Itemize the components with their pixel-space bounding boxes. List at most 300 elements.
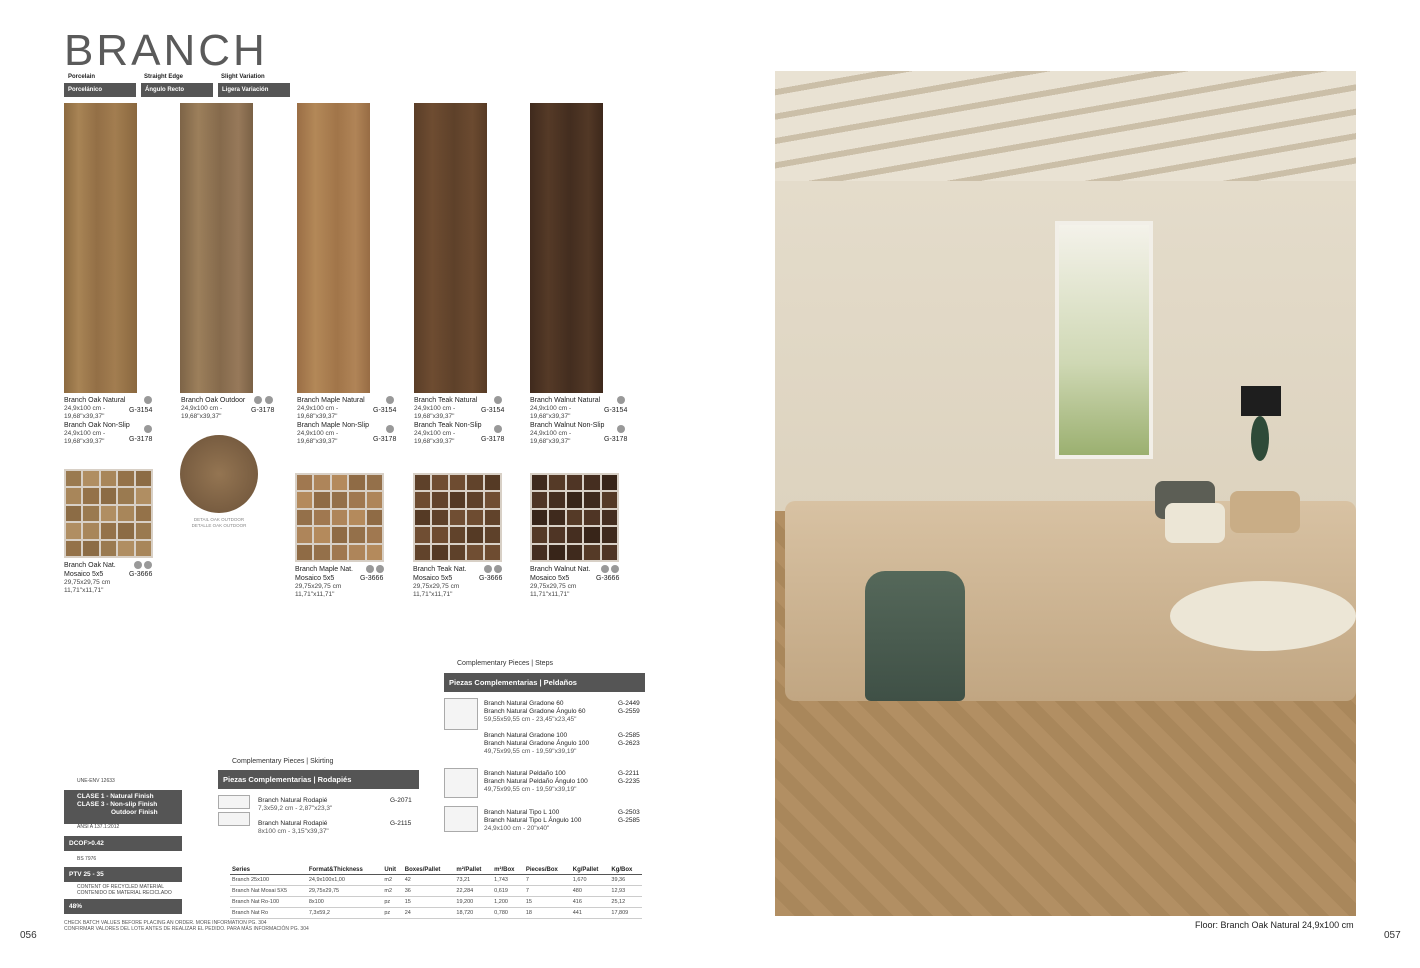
product-name: Branch Oak Nat. [64,562,116,569]
mosaic-cell [532,545,547,560]
mosaic-cell [485,545,500,560]
product-code-b: G-3178 [373,436,397,443]
product-dim-inch: 11,71"x11,71" [413,591,453,598]
mosaic-cell [66,541,81,556]
product-dim: 24,9x100 cm - [64,405,106,412]
mosaic-cell [567,475,582,490]
footer-note-es: CONFIRMAR VALORES DEL LOTE ANTES DE REALIZAR EL PEDIDO. PARA MÁS INFORMACIÓN PG. 304 [64,926,309,932]
product-code: G-3154 [373,407,397,414]
skirting-2-text [258,820,329,836]
product-name: Branch Teak Natural [414,397,478,404]
cell: pz [382,897,402,908]
clase3b-text: Outdoor Finish [111,809,158,816]
product-dim-inch: 19,68"x39,37" [64,413,105,420]
cell: m2 [382,875,402,886]
cell: 0,619 [492,886,524,897]
mosaic-teak-swatch [413,473,502,562]
recycled-caption [77,884,172,896]
mosaic-cell [415,492,430,507]
mosaic-cell [349,527,364,542]
col-m2-box: m²/Box [492,866,524,875]
product-name-2: Mosaico 5x5 [64,571,104,578]
product-code-b: G-3178 [481,436,505,443]
mosaic-cell [467,545,482,560]
step-tipol-diagram [444,806,478,832]
cell: 441 [571,908,610,919]
mosaic-cell [602,527,617,542]
plank-maple-label [297,396,377,446]
product-code: G-3666 [360,575,384,582]
table-row [230,886,642,897]
recycled-en: CONTENT OF RECYCLED MATERIAL [77,884,165,890]
mosaic-cell [532,475,547,490]
mosaic-cell [349,475,364,490]
cell: 480 [571,886,610,897]
item-line1: Branch Natural Peldaño 100 [484,770,566,777]
item-dim: 8x100 cm - 3,15"x39,37" [258,828,329,835]
cell: 18 [524,908,571,919]
step-peldano-diagram [444,768,478,798]
mosaic-cell [549,527,564,542]
step-gradone60-diagram [444,698,478,730]
product-name: Branch Teak Nat. [413,566,467,573]
product-name: Branch Maple Nat. [295,566,353,573]
mosaic-cell [367,492,382,507]
non-slip-icon [144,425,152,433]
table-row [230,908,642,919]
step-tipol-codes [618,809,640,825]
product-dim: 24,9x100 cm - [530,405,572,412]
outdoor-icon [254,396,262,404]
lamp-shade [1241,386,1281,416]
col-format: Format&Thickness [307,866,383,875]
steps-bar: Piezas Complementarias | Peldaños [444,673,645,692]
product-dim-inch: 19,68"x39,37" [530,413,571,420]
product-dim-inch-b: 19,68"x39,37" [530,438,571,445]
cell: 29,75x29,75 [307,886,383,897]
outdoor-detail-swatch [180,435,258,513]
cell: 12,93 [609,886,642,897]
mosaic-cell [332,475,347,490]
cell: 8x100 [307,897,383,908]
clase3-text: CLASE 3 - Non-slip Finish [77,801,158,808]
product-code: G-3154 [604,407,628,414]
recycled-box: 48% [64,899,182,914]
mosaic-cell [297,492,312,507]
product-dim-b: 24,9x100 cm - [530,430,572,437]
col-kg-pallet: Kg/Pallet [571,866,610,875]
mosaic-cell [136,523,151,538]
mosaic-cell [485,510,500,525]
product-dim: 29,75x29,75 cm [295,583,342,590]
mosaic-cell [332,510,347,525]
step-peldano-codes [618,770,640,786]
product-dim-b: 24,9x100 cm - [414,430,456,437]
cell: 7,3x59,2 [307,908,383,919]
mosaic-cell [349,545,364,560]
product-dim-inch-b: 19,68"x39,37" [297,438,338,445]
non-slip-icon [494,396,502,404]
mosaic-cell [602,510,617,525]
product-dim-inch-b: 19,68"x39,37" [414,438,455,445]
skirting-2-diagram [218,812,250,826]
product-code: G-3154 [481,407,505,414]
product-dim-inch: 19,68"x39,37" [414,413,455,420]
item-line1: Branch Natural Tipo L 100 [484,809,560,816]
clase-box [64,790,182,824]
footer-note-en: CHECK BATCH VALUES BEFORE PLACING AN ORDER. MORE INFORMATION PG. 304 [64,920,267,926]
mosaic-cell [66,506,81,521]
window [1055,221,1153,459]
cell: Branch Nat Ro-100 [230,897,307,908]
product-dim: 29,75x29,75 cm [413,583,460,590]
mosaic-cell [549,475,564,490]
item-line2: Branch Natural Peldaño Ángulo 100 [484,778,588,785]
mosaic-cell [450,510,465,525]
mosaic-cell [602,475,617,490]
product-name-b: Branch Teak Non-Slip [414,422,482,429]
mosaic-cell [297,527,312,542]
product-code: G-3154 [129,407,153,414]
col-unit: Unit [382,866,402,875]
mosaic-cell [432,492,447,507]
product-dim-inch: 11,71"x11,71" [295,591,335,598]
non-slip-icon [366,565,374,573]
cell: m2 [382,886,402,897]
footer-notes [64,920,309,932]
mosaic-cell [602,492,617,507]
cell: 1,670 [571,875,610,886]
col-m2-pallet: m²/Pallet [454,866,492,875]
mosaic-cell [432,527,447,542]
cell: 19,200 [454,897,492,908]
attr-variation-es: Ligera Variación [218,83,290,97]
non-slip-icon [134,561,142,569]
plank-walnut-natural-swatch [530,103,603,393]
mosaic-cell [136,541,151,556]
code-1: G-2585 [618,732,640,739]
skirting-1-diagram [218,795,250,809]
plank-oak-natural-swatch [64,103,137,393]
mosaic-cell [467,475,482,490]
product-dim-inch: 19,68"x39,37" [181,413,222,420]
item-line2: Branch Natural Tipo L Ángulo 100 [484,817,582,824]
mosaic-cell [66,523,81,538]
mosaic-cell [367,510,382,525]
mosaic-cell [136,488,151,503]
item-dim: 59,55x59,55 cm - 23,45"x23,45" [484,716,577,723]
mosaic-cell [432,510,447,525]
table-row [230,875,642,886]
mosaic-cell [101,488,116,503]
mosaic-cell [332,492,347,507]
non-slip-icon [386,396,394,404]
clase1-text: CLASE 1 - Natural Finish [77,793,154,800]
mosaic-cell [584,492,599,507]
code-2: G-2235 [618,778,640,785]
mosaic-cell [567,492,582,507]
product-code: G-3178 [251,407,275,414]
outdoor-icon [494,565,502,573]
item-line1: Branch Natural Gradone 60 [484,700,564,707]
mosaic-cell [314,475,329,490]
cell: pz [382,908,402,919]
mosaic-cell [118,488,133,503]
step-gradone60-codes [618,700,640,716]
non-slip-icon [265,396,273,404]
mosaic-cell [467,492,482,507]
mosaic-cell [83,471,98,486]
item-line1: Branch Natural Rodapié [258,797,328,804]
mosaic-cell [467,510,482,525]
cell: 25,12 [609,897,642,908]
mosaic-cell [467,527,482,542]
product-name: Branch Maple Natural [297,397,365,404]
mosaic-cell [450,475,465,490]
cell: 73,21 [454,875,492,886]
mosaic-cell [101,523,116,538]
code-2: G-2585 [618,817,640,824]
cushion-beige [1230,491,1300,533]
mosaic-cell [567,527,582,542]
mosaic-cell [101,471,116,486]
product-name-2: Mosaico 5x5 [530,575,570,582]
steps-heading: Complementary Pieces | Steps [457,660,553,667]
code-1: G-2211 [618,770,640,777]
non-slip-icon [617,425,625,433]
product-code-b: G-3178 [604,436,628,443]
cell: 0,780 [492,908,524,919]
plank-teak-natural-swatch [414,103,487,393]
product-name-b: Branch Oak Non-Slip [64,422,130,429]
item-dim: 49,75x99,55 cm - 19,59"x39,19" [484,786,577,793]
norm-une: UNE-ENV 12633 [77,778,115,784]
mosaic-cell [584,475,599,490]
product-name: Branch Oak Outdoor [181,397,246,404]
step-peldano-text [484,770,588,794]
mosaic-cell [415,510,430,525]
product-code: G-3666 [479,575,503,582]
recycled-es: CONTENIDO DE MATERIAL RECICLADO [77,890,172,896]
cell: Branch Nat Mosai 5X5 [230,886,307,897]
skirting-heading: Complementary Pieces | Skirting [232,758,334,765]
item-line1: Branch Natural Gradone 100 [484,732,568,739]
mosaic-cell [349,510,364,525]
product-code: G-3666 [129,571,153,578]
mosaic-cell [297,510,312,525]
cell: 17,809 [609,908,642,919]
cell: 7 [524,886,571,897]
mosaic-cell [367,527,382,542]
product-dim: 29,75x29,75 cm [530,583,577,590]
cell: 36 [403,886,455,897]
step-gradone60-text [484,700,586,724]
mosaic-cell [83,506,98,521]
outdoor-icon [144,561,152,569]
mosaic-walnut-swatch [530,473,619,562]
skirting-1-code: G-2071 [390,797,412,804]
throw-blanket [865,571,965,701]
mosaic-cell [450,545,465,560]
cell: Branch Nat Ro [230,908,307,919]
mosaic-cell [349,492,364,507]
mosaic-cell [602,545,617,560]
item-dim: 24,9x100 cm - 20"x40" [484,825,550,832]
lamp-base [1251,416,1269,461]
non-slip-icon [386,425,394,433]
coffee-table [1170,581,1356,651]
outdoor-icon [376,565,384,573]
product-name-b: Branch Walnut Non-Slip [530,422,605,429]
page-title: BRANCH [64,26,268,75]
cell: 39,36 [609,875,642,886]
mosaic-cell [567,545,582,560]
non-slip-icon [494,425,502,433]
product-name: Branch Walnut Nat. [530,566,591,573]
non-slip-icon [484,565,492,573]
mosaic-cell [567,510,582,525]
mosaic-cell [549,545,564,560]
mosaic-cell [532,527,547,542]
code-1: G-2503 [618,809,640,816]
mosaic-cell [485,527,500,542]
cell: 24,9x100x1,00 [307,875,383,886]
mosaic-cell [432,545,447,560]
product-dim-inch: 19,68"x39,37" [297,413,338,420]
col-series: Series [230,866,307,875]
skirting-1-text [258,797,332,813]
page-number-left: 056 [20,930,37,941]
cell: 1,200 [492,897,524,908]
mosaic-cell [118,506,133,521]
mosaic-cell [314,510,329,525]
mosaic-cell [549,510,564,525]
outdoor-icon [611,565,619,573]
attr-variation-en: Slight Variation [221,74,265,80]
product-code: G-3666 [596,575,620,582]
product-dim-b: 24,9x100 cm - [64,430,106,437]
photo-caption: Floor: Branch Oak Natural 24,9x100 cm [1195,920,1354,930]
product-dim-inch: 11,71"x11,71" [64,587,104,594]
plank-oak-outdoor-label [181,396,253,421]
mosaic-cell [584,545,599,560]
mosaic-cell [118,523,133,538]
mosaic-cell [415,545,430,560]
norm-ansi: ANSI A 137.1:2012 [77,824,120,830]
mosaic-cell [332,527,347,542]
mosaic-cell [66,471,81,486]
col-boxes-pallet: Boxes/Pallet [403,866,455,875]
cell: 7 [524,875,571,886]
mosaic-cell [314,527,329,542]
mosaic-cell [101,541,116,556]
cell: 416 [571,897,610,908]
mosaic-cell [584,527,599,542]
mosaic-maple-swatch [295,473,384,562]
mosaic-cell [450,492,465,507]
cell: 15 [403,897,455,908]
mosaic-cell [314,545,329,560]
mosaic-cell [450,527,465,542]
product-name-2: Mosaico 5x5 [413,575,453,582]
room-photo [775,71,1356,916]
attr-porcelain-en: Porcelain [68,74,96,80]
product-dim-inch-b: 19,68"x39,37" [64,438,105,445]
product-dim: 24,9x100 cm - [181,405,223,412]
product-name: Branch Walnut Natural [530,397,601,404]
product-name-b: Branch Maple Non-Slip [297,422,369,429]
product-dim: 24,9x100 cm - [297,405,339,412]
mosaic-cell [532,492,547,507]
product-name: Branch Oak Natural [64,397,126,404]
item-line1: Branch Natural Rodapié [258,820,328,827]
skirting-bar: Piezas Complementarias | Rodapiés [218,770,419,789]
non-slip-icon [601,565,609,573]
cell: 42 [403,875,455,886]
attr-edge-en: Straight Edge [144,74,184,80]
outdoor-detail-caption [180,517,258,529]
mosaic-oak-swatch [64,469,153,558]
mosaic-cell [367,475,382,490]
product-dim: 24,9x100 cm - [414,405,456,412]
cell: 22,284 [454,886,492,897]
product-dim-inch: 11,71"x11,71" [530,591,570,598]
code-2: G-2559 [618,708,640,715]
mosaic-cell [367,545,382,560]
cell: 24 [403,908,455,919]
col-kg-box: Kg/Box [609,866,642,875]
product-code-b: G-3178 [129,436,153,443]
item-dim: 49,75x99,55 cm - 19,59"x39,19" [484,748,577,755]
mosaic-cell [485,475,500,490]
code-1: G-2449 [618,700,640,707]
plank-walnut-label [530,396,612,446]
mosaic-cell [136,506,151,521]
col-pieces-box: Pieces/Box [524,866,571,875]
ptv-box: PTV 25 - 35 [64,867,182,882]
mosaic-cell [549,492,564,507]
product-dim-b: 24,9x100 cm - [297,430,339,437]
step-tipol-text [484,809,581,833]
non-slip-icon [144,396,152,404]
cell: 15 [524,897,571,908]
mosaic-cell [584,510,599,525]
item-dim: 7,3x59,2 cm - 2,87"x23,3" [258,805,333,812]
mosaic-cell [532,510,547,525]
caption-en: DETAIL OAK OUTDOOR [193,517,245,522]
mosaic-cell [297,475,312,490]
mosaic-cell [415,475,430,490]
mosaic-cell [136,471,151,486]
spec-table [230,866,642,919]
mosaic-cell [118,471,133,486]
mosaic-cell [415,527,430,542]
mosaic-cell [314,492,329,507]
caption-es: DETALLE OAK OUTDOOR [191,523,247,528]
mosaic-cell [83,488,98,503]
mosaic-cell [101,506,116,521]
item-line2: Branch Natural Gradone Ángulo 100 [484,740,590,747]
attr-edge-es: Ángulo Recto [141,83,213,97]
mosaic-cell [66,488,81,503]
cell: 1,743 [492,875,524,886]
attr-porcelain-es: Porcelánico [64,83,136,97]
mosaic-cell [83,523,98,538]
plank-oak-outdoor-swatch [180,103,253,393]
cell: Branch 25x100 [230,875,307,886]
mosaic-cell [332,545,347,560]
norm-bs: BS 7976 [77,856,97,862]
